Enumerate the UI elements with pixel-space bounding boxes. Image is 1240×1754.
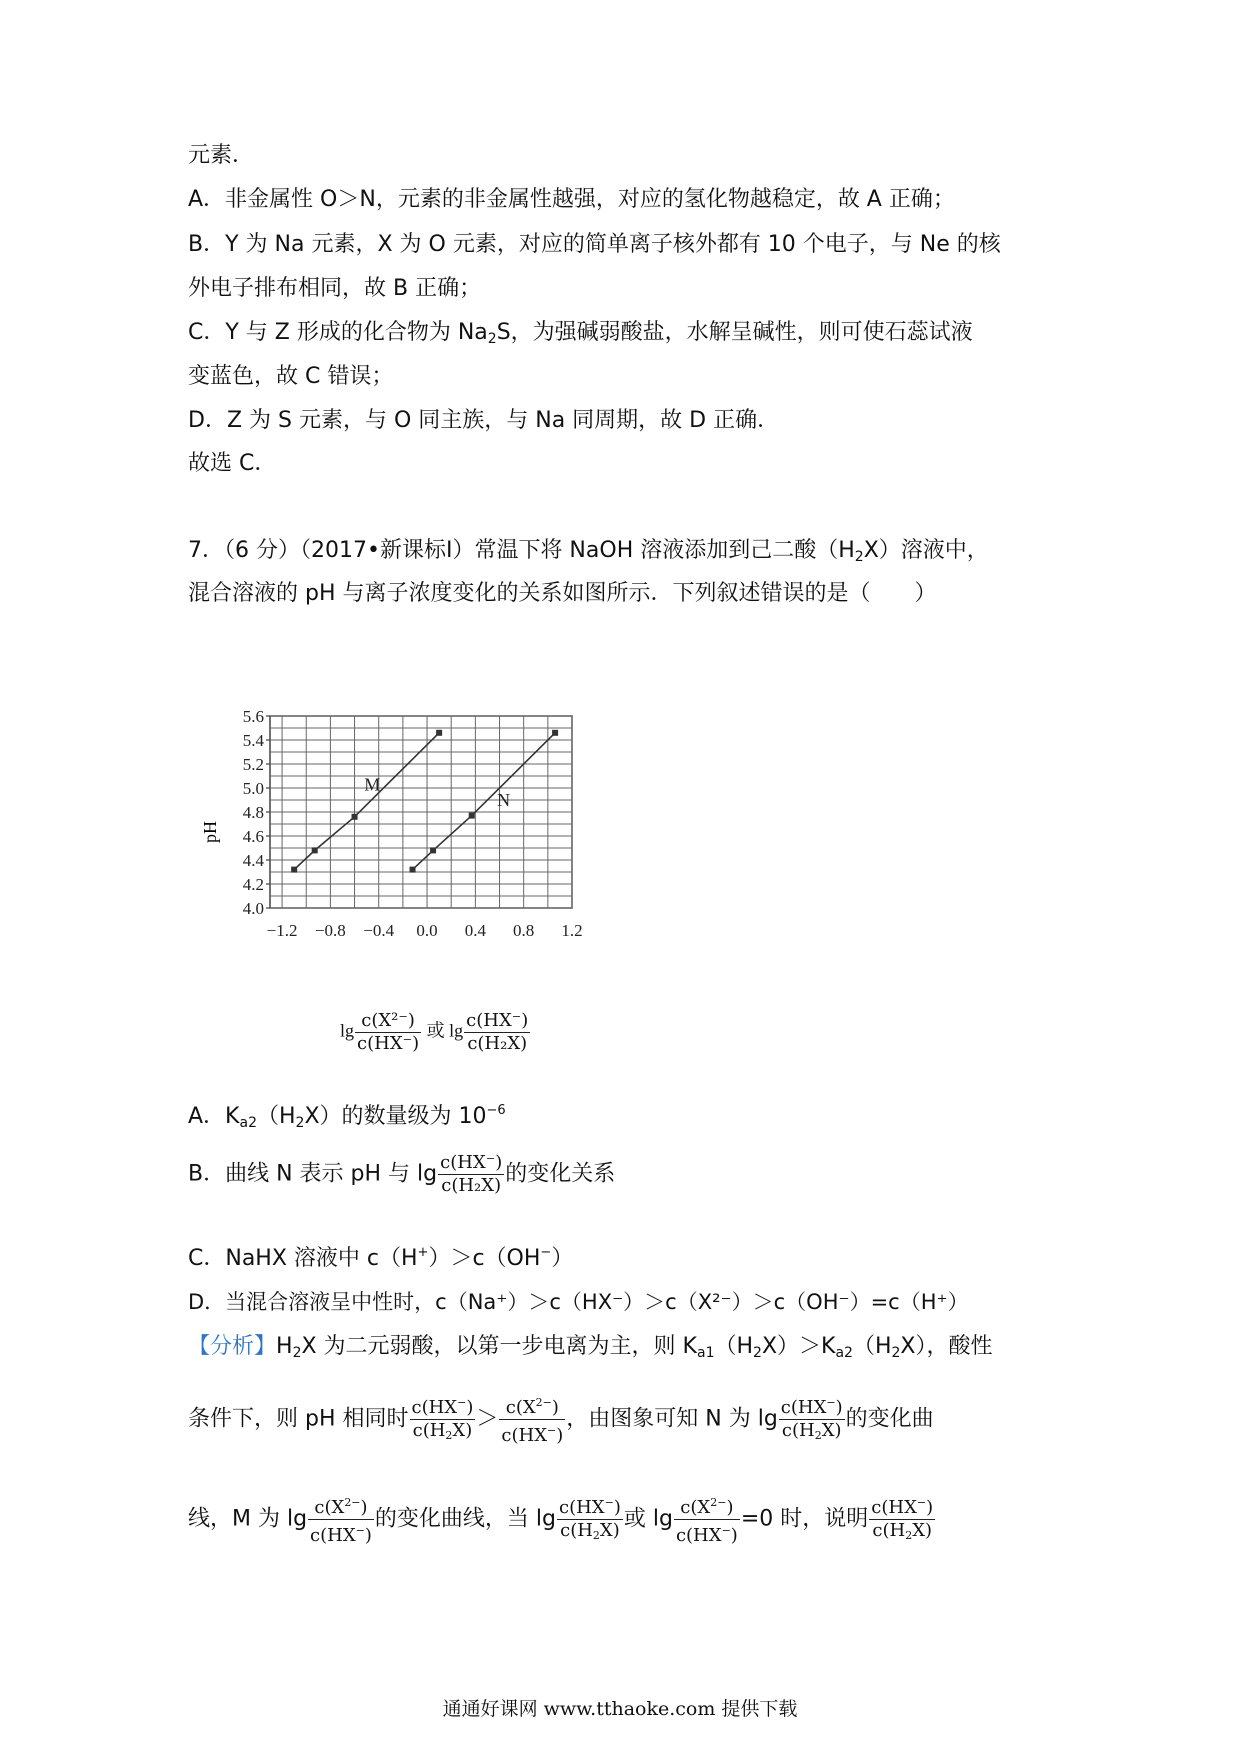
x-tick-label: −1.2: [266, 921, 298, 940]
text-line-option-a: A．非金属性 O＞N，元素的非金属性越强，对应的氢化物越稳定，故 A 正确；: [188, 187, 955, 212]
x-axis-label: lg $\frac{\text{c(X²⁻)}}{c(HX^-)}$ 或 lg $\frac{c(HX^-)}{\text{c(H₂X)}}$: [340, 1010, 529, 1054]
text-line-option-b: B．Y 为 Na 元素，X 为 O 元素，对应的简单离子核外都有 10 个电子，与 Ne 的核: [188, 232, 1001, 257]
text-line-option-b-cont: 外电子排布相同，故 B 正确；: [188, 276, 482, 301]
y-tick-label: 4.6: [242, 827, 264, 846]
series-point-m: [312, 847, 318, 853]
x-tick-label: 1.2: [561, 921, 583, 940]
y-tick-label: 5.2: [242, 755, 264, 774]
y-tick-label: 4.8: [242, 803, 264, 822]
y-tick-label: 4.2: [242, 875, 264, 894]
chart-grid: [270, 716, 572, 908]
option-a: A．$K_{a2}(H_2X)$的数量级为 $10^{-6}$: [188, 1103, 506, 1131]
series-label-m: M: [364, 774, 381, 795]
x-tick-label: 0.4: [464, 921, 486, 940]
y-tick-label: 4.4: [242, 851, 264, 870]
y-tick-label: 4.0: [242, 899, 264, 918]
text-line-option-c: C．Y 与 Z 形成的化合物为 $Na_2S$，为强碱弱酸盐，水解呈碱性，则可使石蕊试液: [188, 320, 973, 347]
series-point-m: [352, 814, 358, 820]
question-line-1: 7．（6 分）（2017•新课标Ⅰ）常温下将 NaOH 溶液添加到己二酸$(H_2X)$溶液中，: [188, 538, 989, 565]
analysis-line-3: 线，M 为 lg $\frac{c(X^{2-})}{c(HX^-)}$ 的变化曲线，当 lg $\frac{c(HX^-)}{c(H2X)}$ 或 lg $\frac{c(X^{2-})}{c(HX^-)}$ =0 时，说明 $\frac{c(HX^-)}{c(H2X)}$: [188, 1492, 936, 1547]
option-d: D．当混合溶液呈中性时，c（Na⁺）＞c（HX⁻）＞c（X²⁻）＞c（OH⁻）=c（H⁺）: [188, 1290, 969, 1314]
x-tick-label: −0.4: [363, 921, 395, 940]
y-tick-label: 5.6: [242, 707, 264, 726]
analysis-tag: 【分析】: [188, 1334, 277, 1359]
option-c: C．NaHX 溶液中 c（H+）＞c（OH−）: [188, 1245, 574, 1271]
option-b: B．曲线 N 表示 pH 与 lg $\frac{c(HX^-)}{\text{c(H₂X)}}$ 的变化关系: [188, 1152, 616, 1196]
analysis-line-2: 条件下，则 pH 相同时 $\frac{c(HX^-)}{c(H2X)}$ ＞ $\frac{c(X^{2-})}{c(HX^-)}$ ，由图象可知 N 为 lg $\frac{c(HX^-)}{c(H2X)}$ 的变化曲: [188, 1392, 934, 1447]
chart-series: [291, 730, 558, 873]
text-line-option-d: D．Z 为 S 元素，与 O 同主族，与 Na 同周期，故 D 正确．: [188, 408, 780, 433]
series-point-m: [291, 867, 297, 873]
y-tick-label: 5.4: [242, 731, 264, 750]
ph-chart: [200, 700, 600, 950]
text-line-answer: 故选 C．: [188, 451, 277, 476]
text-line-option-c-cont: 变蓝色，故 C 错误；: [188, 364, 394, 389]
y-tick-labels: [243, 707, 270, 918]
series-point-m: [436, 730, 442, 736]
x-tick-label: −0.8: [314, 921, 346, 940]
y-axis-label: pH: [200, 821, 220, 843]
series-point-n: [469, 813, 475, 819]
analysis-line-1: 【分析】$H_2X$ 为二元弱酸，以第一步电离为主，则 $K_{a1}(H_2X)>K_{a2}(H_2X)$，酸性: [188, 1334, 993, 1361]
series-point-n: [430, 847, 436, 853]
x-tick-labels: [267, 921, 583, 940]
question-line-2: 混合溶液的 pH 与离子浓度变化的关系如图所示．下列叙述错误的是（ ）: [188, 581, 937, 606]
text-line-1: 元素．: [188, 143, 255, 168]
x-tick-label: 0.0: [416, 921, 438, 940]
x-tick-label: 0.8: [513, 921, 535, 940]
series-point-n: [552, 730, 558, 736]
series-label-n: N: [497, 790, 511, 810]
page-footer: 通通好课网 www.tthaoke.com 提供下载: [442, 1698, 798, 1720]
y-tick-label: 5.0: [242, 779, 264, 798]
series-point-n: [410, 867, 416, 873]
